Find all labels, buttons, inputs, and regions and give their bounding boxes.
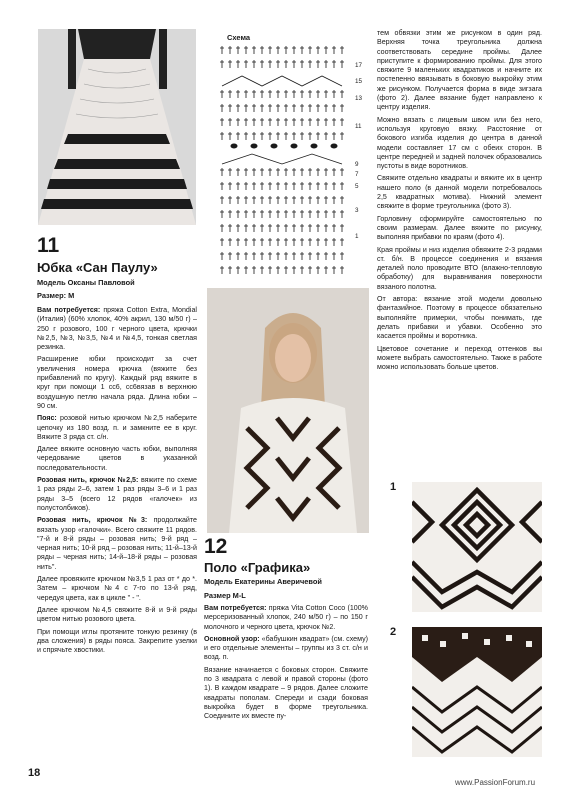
schema-label: Схема (227, 33, 251, 42)
polo-size: Размер М-L (204, 591, 246, 600)
polo-number: 12 (204, 535, 228, 558)
skirt-size: Размер: М (37, 291, 75, 300)
schema-row-number: 3 (355, 207, 359, 214)
polo-paragraph: Горловину сформируйте самостоятельно по своим размерам. Далее вяжите по рисунку, выполняя прибавки по краям (фото 4). (377, 214, 542, 242)
skirt-pink25-text: вяжите по схеме 1 раз ряды 2–6, затем 1 раз ряды 3–6 и 1 раз ряды 3–5 (всего 12 рядов «галочек» из полустолбиков). (37, 476, 197, 512)
polo-paragraph: От автора: вязание этой модели довольно фантазийное. Поэтому в процессе обязательно выполняйте примерки, чтобы понимать, где делать прибавки и убавки. Особенно это касается проймы и воротника. (377, 295, 542, 341)
schema-row-number: 9 (355, 161, 359, 168)
skirt-materials-label: Вам потребуется: (37, 306, 101, 314)
polo-materials-label: Вам потребуется: (204, 604, 267, 612)
detail-photo-1 (412, 482, 542, 612)
skirt-model: Модель Оксаны Павловой (37, 278, 135, 287)
skirt-paragraph: Далее вяжите основную часть юбки, выполняя чередование цветов в указанной последовательности. (37, 445, 197, 472)
polo-pattern (204, 635, 368, 663)
polo-paragraph: тем обвязки этим же рисунком в один ряд. Верхняя точка треугольника должна соответствовать середине проймы. Далее приступите к формированию проймы. Для этого свяжите 9 маленьких квадратиков и начните их постепенно ввязывать в боковую выкройку этим же рисунком. Получается форма в виде зигзага (фото 2). Далее вязание будет направлено к центру изделия. (377, 29, 542, 112)
skirt-materials (37, 306, 197, 352)
skirt-number: 11 (37, 234, 60, 257)
polo-paragraph: Цветовое сочетание и переход оттенков вы можете выбрать самостоятельно. Также в работе можно использовать больше цветов. (377, 344, 542, 372)
polo-model: Модель Екатерины Аверичевой (204, 577, 322, 586)
skirt-paragraph: При помощи иглы протяните тонкую резинку (в два сложения) в ряды пояса. Закрепите узелки и спрячьте хвостики. (37, 627, 197, 655)
schema-row-number: 1 (355, 233, 359, 240)
polo-instructions-continued (377, 29, 542, 375)
polo-materials-text: пряжа Vita Cotton Coco (100% мерсеризованный хлопок, 240 м/50 г) – по 150 г молочного и черного цвета, крючок №2. (204, 604, 368, 631)
skirt-pink3-label: Розовая нить, крючок №3: (37, 516, 148, 525)
skirt-belt-label: Пояс: (37, 414, 57, 423)
polo-materials (204, 604, 368, 632)
skirt-instructions (37, 306, 197, 658)
page-number: 18 (28, 767, 41, 779)
schema-row-number: 7 (355, 171, 359, 178)
skirt-pink3-text: продолжайте вязать узор «галочки». Всего свяжите 11 рядов. "7-й и 8-й ряды – розовая нить; 9-й ряд – черная нить; 10-й ряд – розовая нить; 11-й–13-й ряды – черная нить; 14-й–18-й ряды – розовая нить". (37, 516, 197, 571)
polo-paragraph: Вязание начинается с боковых сторон. Свяжите по 3 квадрата с левой и правой стороны (фото 1). В каждом квадрате – 9 рядов. Далее сложите квадраты пополам. Спереди и сзади боковая выкройка будет в форме треугольника. Соедините их вместе пу- (204, 665, 368, 721)
schema-row-number: 11 (355, 123, 362, 130)
polo-photo (207, 288, 369, 533)
schema-row-number: 17 (355, 62, 363, 69)
skirt-pink3 (37, 516, 197, 572)
polo-pattern-label: Основной узор: (204, 634, 260, 643)
skirt-paragraph: Далее провяжите крючком №3,5 1 раз от * до *. Затем – крючком №4 с 7-го по 13-й ряд, чередуя цвета, как в цикле " - ". (37, 575, 197, 602)
skirt-paragraph: Далее крючком №4,5 свяжите 8-й и 9-й ряды цветом нитью розового цвета. (37, 605, 197, 624)
polo-instructions (204, 604, 368, 725)
skirt-title: Юбка «Сан Паулу» (37, 260, 158, 275)
skirt-paragraph: Расширение юбки происходит за счет увеличения номера крючка (вяжите без прибавлений по кругу). Каждый ряд вяжите в круг при помощи 1 сс6, сс6вязав в верхнюю воздушную петлю начала ряда. Длина юбки – 90 см. (37, 355, 197, 410)
schema-row-numbers (355, 62, 369, 245)
watermark: www.PassionForum.ru (455, 778, 536, 787)
photo-1-label: 1 (390, 481, 397, 493)
detail-photo-2 (412, 627, 542, 757)
skirt-belt-text: розовой нитью крючком №2,5 наберите цепочку из 180 возд. п. и замкните ее в круг. Вяжите 3 ряда ст. с/н. (37, 414, 197, 441)
schema-row-number: 5 (355, 183, 359, 190)
skirt-materials-text: пряжа Cotton Extra, Mondial (Италия) (60% хлопок, 40% акрил, 130 м/50 г) – 250 г розового, 100 г черного цвета, крючки №2,5, №3, №3,5, №4 и №4,5, тонкая светлая резинка. (37, 306, 197, 352)
crochet-chart (212, 44, 372, 279)
skirt-photo (38, 29, 196, 225)
skirt-belt (37, 414, 197, 442)
polo-paragraph: Можно вязать с лицевым швом или без него, используя круговую вязку. Расстояние от бокового изгиба изделия до центра в данной модели составляет 17 см с обеих сторон. В центре передней и задней полочек образовались пустоты в виде воротников. (377, 115, 542, 171)
photo-2-label: 2 (390, 626, 397, 638)
schema-row-number: 15 (355, 78, 363, 85)
polo-paragraph: Свяжите отдельно квадраты и вяжите их в центр нашего поло (в данной модели потребовалось 2,5 квадратных мотива). Нижний элемент свяжите в форме треугольника (фото 3). (377, 174, 542, 211)
polo-title: Поло «Графика» (204, 560, 311, 575)
polo-pattern-text: «бабушкин квадрат» (см. схему) и его отдельные элементы – группы из 3 ст. с/н и возд. п. (204, 634, 368, 662)
polo-paragraph: Края проймы и низ изделия обвяжите 2-3 рядами ст. б/н. В процессе соединения и вязания деталей поло проводите ВТО (влажно-тепловую обработку) для выравнивания поверхности вязаного полотна. (377, 245, 542, 291)
skirt-pink25-label: Розовая нить, крючок №2,5: (37, 476, 139, 485)
schema-row-number: 13 (355, 95, 363, 102)
skirt-pink25 (37, 476, 197, 513)
